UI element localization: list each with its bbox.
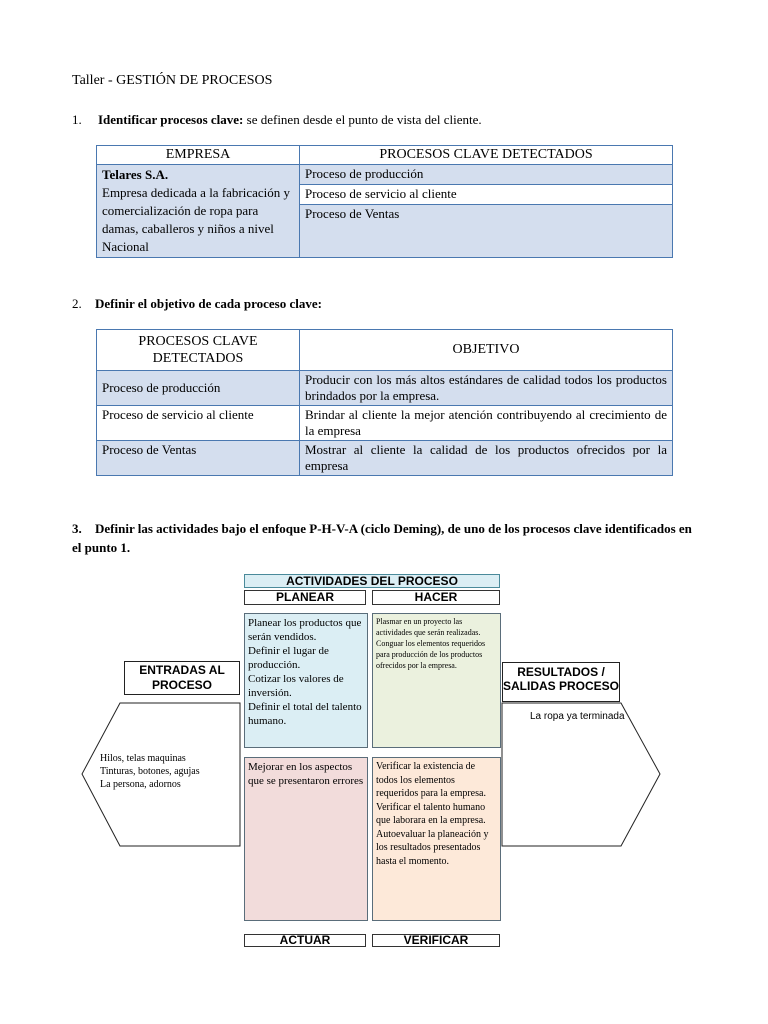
actuar-box xyxy=(244,757,368,921)
table-header: EMPRESA xyxy=(97,146,300,165)
section-2-heading xyxy=(72,294,322,313)
planear-box xyxy=(244,613,368,748)
section-1-number: 1. xyxy=(72,112,82,127)
resultados-label: RESULTADOS / SALIDAS PROCESO xyxy=(502,662,620,702)
table-header: PROCESOS CLAVE DETECTADOS xyxy=(97,330,300,371)
resultados-text: La ropa ya terminada xyxy=(530,711,625,722)
hacer-text: Plasmar en un proyecto las actividades que serán realizadas. Conguar los elementos requeridos para producción de los productos ofrecidos por la empresa. xyxy=(376,617,486,670)
table-cell: Proceso de servicio al cliente xyxy=(97,406,300,441)
activities-header: ACTIVIDADES DEL PROCESO xyxy=(244,574,500,588)
planear-text: Planear los productos que serán vendidos. Definir el lugar de producción. Cotizar los valores de inversión. Definir el total del talento humano. xyxy=(248,617,362,727)
hacer-label: HACER xyxy=(372,590,500,605)
table-cell: Proceso de producción xyxy=(97,371,300,406)
table-header: PROCESOS CLAVE DETECTADOS xyxy=(300,146,673,165)
empresa-description: Empresa dedicada a la fabricación y comercialización de ropa para damas, caballeros y niños a nivel Nacional xyxy=(102,185,291,254)
table-cell: Brindar al cliente la mejor atención contribuyendo al crecimiento de la empresa xyxy=(300,406,673,441)
actuar-text: Mejorar en los aspectos que se presentaron errores xyxy=(248,761,364,787)
section-2-number: 2. xyxy=(72,296,82,311)
table-cell: Producir con los más altos estándares de calidad todos los productos brindados por la empresa. xyxy=(300,371,673,406)
verificar-label: VERIFICAR xyxy=(372,934,500,947)
resultados-hexagon xyxy=(501,702,663,848)
document-title: Taller - GESTIÓN DE PROCESOS xyxy=(72,73,273,88)
empresa-cell xyxy=(97,165,300,258)
table-cell: Proceso de producción xyxy=(300,165,673,185)
table-cell: Proceso de Ventas xyxy=(300,204,673,257)
table-cell: Proceso de Ventas xyxy=(97,441,300,476)
section-1-heading xyxy=(72,110,482,129)
verificar-box xyxy=(372,757,501,921)
entradas-text: Hilos, telas maquinas Tinturas, botones, agujas La persona, adornos xyxy=(100,753,200,790)
section-3-number: 3. xyxy=(72,521,82,536)
empresa-name: Telares S.A. xyxy=(102,167,169,182)
hacer-box xyxy=(372,613,501,748)
section-3-bold: Definir las actividades bajo el enfoque P-H-V-A (ciclo Deming), de uno de los procesos clave identificados en el punto 1. xyxy=(72,521,692,555)
entradas-label: ENTRADAS AL PROCESO xyxy=(124,661,240,695)
actuar-label: ACTUAR xyxy=(244,934,366,947)
section-1-bold: Identificar procesos clave: xyxy=(98,112,244,127)
planear-label: PLANEAR xyxy=(244,590,366,605)
objectives-table xyxy=(96,329,673,476)
table-cell: Mostrar al cliente la calidad de los productos ofrecidos por la empresa xyxy=(300,441,673,476)
table-cell: Proceso de servicio al cliente xyxy=(300,184,673,204)
table-header: OBJETIVO xyxy=(300,330,673,371)
key-processes-table xyxy=(96,145,673,258)
section-1-text: se definen desde el punto de vista del cliente. xyxy=(243,112,482,127)
verificar-text: Verificar la existencia de todos los elementos requeridos para la empresa. Verificar el talento humano que laborara en la empresa. Autoevaluar la planeación y los resultados presentados hasta el momento. xyxy=(376,761,489,867)
section-3-heading xyxy=(72,519,692,557)
section-2-bold: Definir el objetivo de cada proceso clave: xyxy=(95,296,322,311)
